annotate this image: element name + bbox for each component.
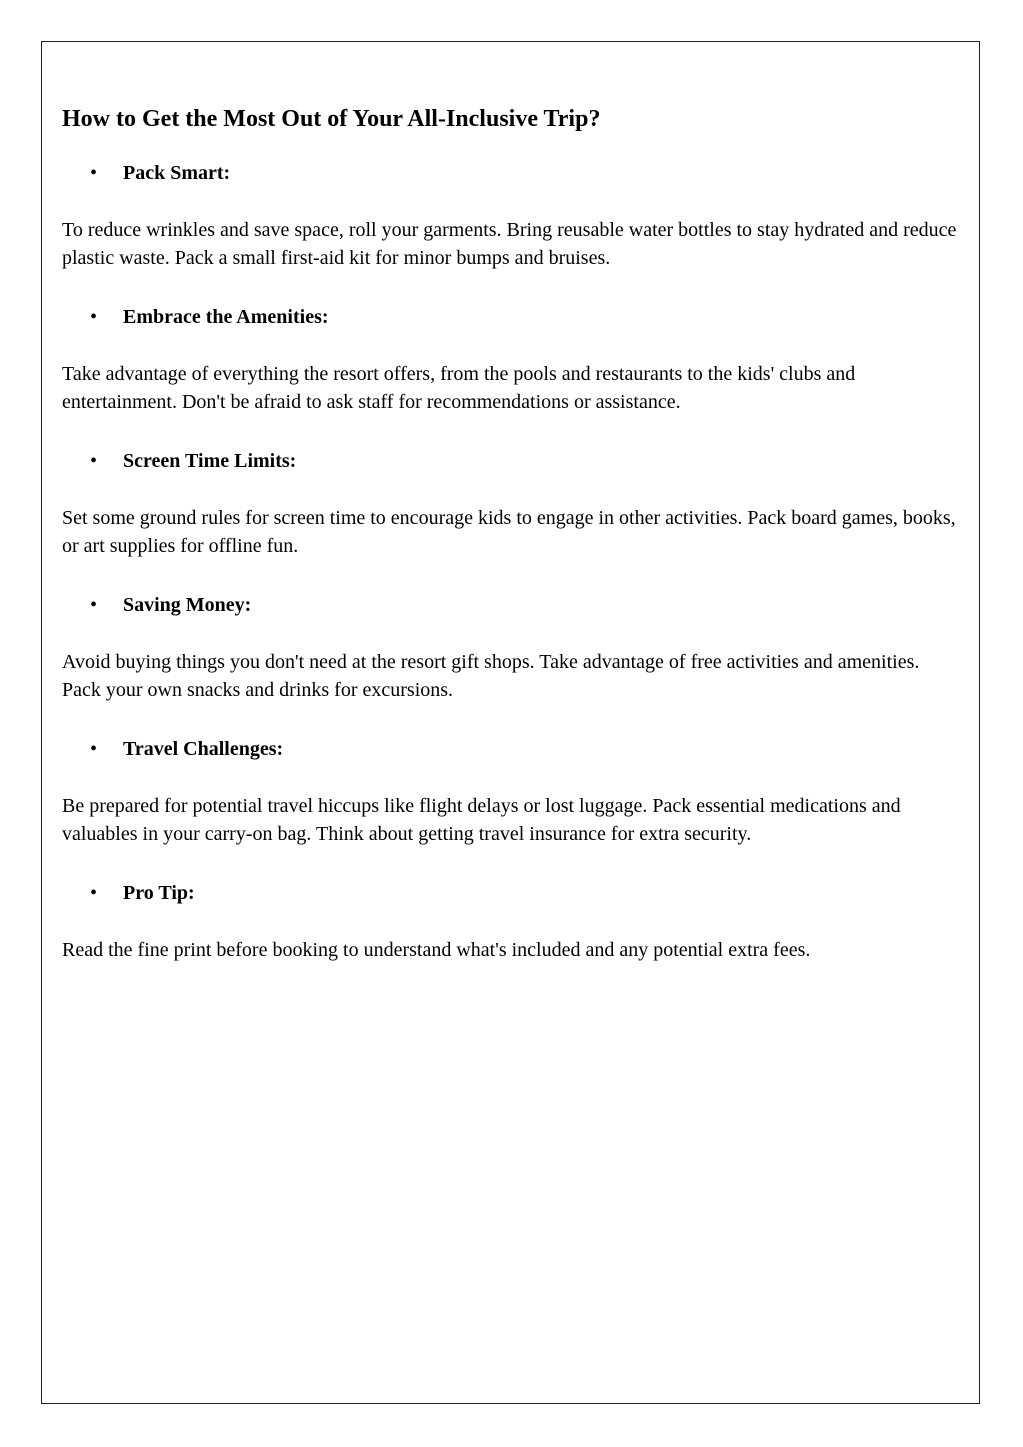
- section-travel-challenges: [62, 735, 962, 848]
- section-heading: Travel Challenges:: [123, 738, 284, 760]
- section-heading-row: [62, 159, 962, 187]
- section-heading-row: [62, 303, 962, 331]
- section-heading-row: [62, 735, 962, 763]
- section-heading: Pro Tip:: [123, 882, 195, 904]
- bullet-icon: •: [90, 162, 98, 184]
- section-paragraph: Read the fine print before booking to understand what's included and any potential extra fees.: [62, 939, 811, 961]
- section-paragraph: Set some ground rules for screen time to encourage kids to engage in other activities. Pack board games, books, or art supplies for offline fun.: [62, 507, 956, 557]
- section-heading: Pack Smart:: [123, 162, 231, 184]
- document-content: [62, 103, 962, 965]
- bullet-icon: •: [90, 738, 98, 760]
- section-embrace-amenities: [62, 303, 962, 416]
- section-heading: Saving Money:: [123, 594, 252, 616]
- section-heading: Screen Time Limits:: [123, 450, 297, 472]
- section-screen-time-limits: [62, 447, 962, 560]
- section-paragraph: Be prepared for potential travel hiccups like flight delays or lost luggage. Pack essential medications and valuables in your carry-on bag. Think about getting travel insurance for extra security.: [62, 795, 901, 845]
- bullet-icon: •: [90, 594, 98, 616]
- section-pack-smart: [62, 159, 962, 272]
- section-paragraph: Take advantage of everything the resort offers, from the pools and restaurants to the kids' clubs and entertainment. Don't be afraid to ask staff for recommendations or assistance.: [62, 363, 856, 413]
- document-title: How to Get the Most Out of Your All-Inclusive Trip?: [62, 106, 601, 132]
- bullet-icon: •: [90, 306, 98, 328]
- section-paragraph: To reduce wrinkles and save space, roll your garments. Bring reusable water bottles to stay hydrated and reduce plastic waste. Pack a small first-aid kit for minor bumps and bruises.: [62, 219, 957, 269]
- section-heading-row: [62, 591, 962, 619]
- section-heading-row: [62, 447, 962, 475]
- bullet-icon: •: [90, 450, 98, 472]
- section-paragraph: Avoid buying things you don't need at the resort gift shops. Take advantage of free activities and amenities. Pack your own snacks and drinks for excursions.: [62, 651, 920, 701]
- bullet-icon: •: [90, 882, 98, 904]
- section-heading: Embrace the Amenities:: [123, 306, 329, 328]
- section-pro-tip: [62, 879, 962, 965]
- section-saving-money: [62, 591, 962, 704]
- section-heading-row: [62, 879, 962, 907]
